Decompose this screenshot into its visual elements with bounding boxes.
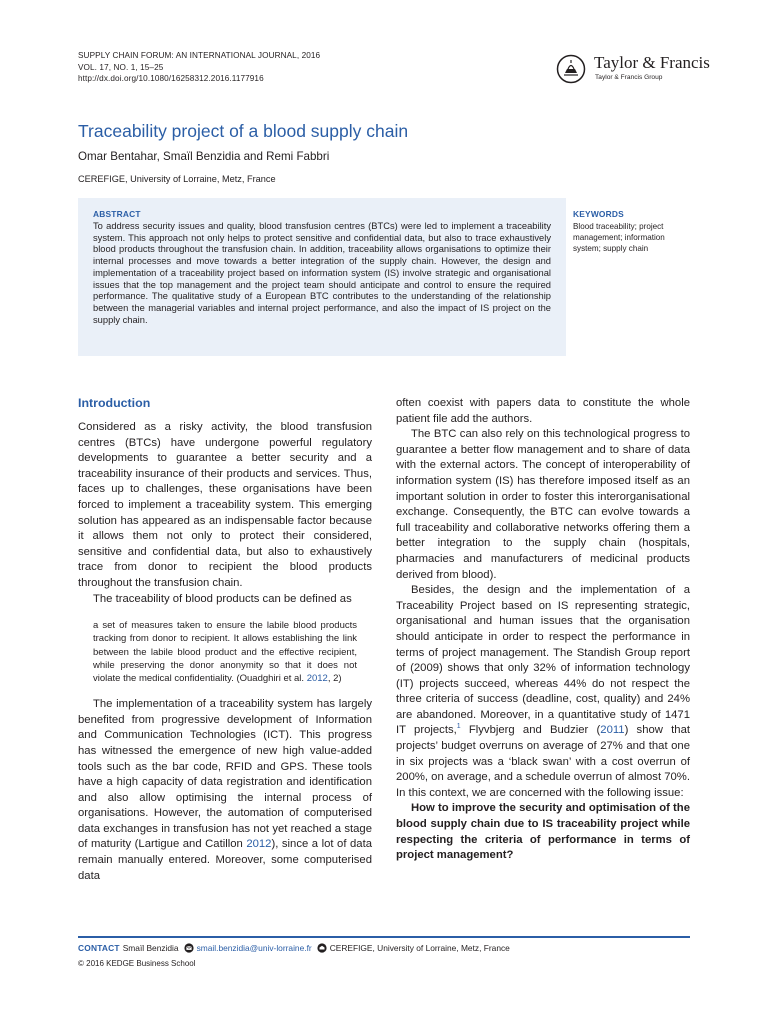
block-quote bbox=[93, 619, 357, 685]
right-paragraph-3 bbox=[396, 583, 690, 801]
copyright: © 2016 KEDGE Business School bbox=[78, 959, 196, 968]
left-paragraph-2: The traceability of blood products can be defined as bbox=[93, 592, 352, 605]
right-paragraph-3-end: ) show that projects’ budget overruns on average of 27% and that one in six projects was a ‘black swan’ with a cost overrun of 200%, on average, and a schedule overrun of almost 70%. In this context, we are concerned with the following issue: bbox=[396, 724, 690, 799]
citation-link[interactable]: 2011 bbox=[600, 724, 625, 737]
right-column bbox=[396, 396, 690, 864]
section-title: Introduction bbox=[78, 396, 151, 410]
citation-link[interactable]: 2012 bbox=[246, 838, 272, 851]
publisher-name: Taylor & Francis bbox=[594, 53, 710, 72]
abstract-heading: ABSTRACT bbox=[93, 209, 141, 219]
right-paragraph-3-text: Besides, the design and the implementation of a Traceability Project based on IS representing strategic, organisational and human issues that the organisation should anticipate in order to respect the performance in terms of project management. The Standish Group report of (2009) shows that only 32% of information technology (IT) projects succeed, whereas 44% do not respect the three criteria of success (deadline, cost, quality) and 24% are abandoned. Moreover, in a quantitative study of 1471 IT projects, bbox=[396, 584, 690, 737]
taylor-francis-logo-icon bbox=[556, 54, 586, 84]
right-paragraph-3-mid: Flyvbjerg and Budzier ( bbox=[460, 724, 601, 737]
publisher-group: Taylor & Francis Group bbox=[595, 74, 663, 81]
abstract-text: To address security issues and quality, blood transfusion centres (BTCs) were led to implement a traceability system. This approach not only helps to protect sensitive and confidential data, but also to trace exhaustively blood products throughout the transfusion chain. In addition, traceability allows organisations to optimize their internal processes and move towards a better integration of the supply chain. However, the design and implementation of a traceability project based on information system (IS) involve strategic and organisational issues that the top management and the project team should anticipate and control to ensure the required performance. The qualitative study of a European BTC contributes to the understanding of the relationship between the managerial variables and internal project performance, and also the impact of IS project on the supply chain. bbox=[93, 221, 551, 325]
article-authors: Omar Bentahar, Smaïl Benzidia and Remi Fabbri bbox=[78, 150, 330, 163]
email-icon bbox=[184, 943, 194, 953]
article-title: Traceability project of a blood supply chain bbox=[78, 121, 409, 141]
left-paragraph-3-text: The implementation of a traceability system has largely benefited from progressive development of Information and Communication Technologies (ICT). This progress has witnessed the emergence of new high value-added tools such as the bar code, RFID and GPS. These tools have a high capacity of data registration and identification and also allow optimising the internal process of organisations. However, the automation of computerised data exchanges in transfusion has not yet reached a stage of maturity (Lartigue and Catillon bbox=[78, 698, 372, 851]
journal-doi[interactable]: http://dx.doi.org/10.1080/16258312.2016.1177916 bbox=[78, 74, 264, 83]
left-column bbox=[78, 420, 372, 884]
contact-address: CEREFIGE, University of Lorraine, Metz, France bbox=[329, 943, 510, 953]
quote-text: a set of measures taken to ensure the labile blood products tracking from donor to recipient. It allows establishing the link between the labile blood product and the effective recipient, while preserving the donor anonymity so that it does not violate the medical confidentiality. (Ouadghiri et al. bbox=[93, 620, 357, 684]
left-paragraph-1: Considered as a risky activity, the blood transfusion centres (BTCs) have undergone powerful regulatory developments to guarantee a better security and a traceability insurance of their products and services. Thus, faces up to challenges, these organisations have been forced to implement a traceability system. This emerging solution has appeared as an indispensable factor because it allows them not only to protect their considered, sensitive and confidential data, but also to exhaustively trace from donor to recipient the blood products throughout the transfusion chain. bbox=[78, 421, 372, 589]
right-paragraph-2: The BTC can also rely on this technological progress to guarantee a better flow management and to share of data with the external actors. The concept of interoperability of information system (IS) has therefore imposed itself as an important solution in order to foster this interorganisational exchange. Consequently, the BTC can evolve towards a full traceability and collaborative networks offering them a better integration to the supply chain (hospitals, pharmacies and manufacturers of medicinal products derived from blood). bbox=[396, 428, 690, 581]
quote-end: , 2) bbox=[327, 672, 342, 684]
publisher-logo[interactable] bbox=[556, 52, 710, 88]
footnote-link[interactable]: 1 bbox=[456, 723, 461, 731]
keywords-text: Blood traceability; project management; information system; supply chain bbox=[573, 222, 665, 253]
contact-line bbox=[78, 943, 510, 953]
citation-link[interactable]: 2012 bbox=[306, 672, 328, 684]
journal-volume: VOL. 17, NO. 1, 15–25 bbox=[78, 62, 164, 72]
right-paragraph-1: often coexist with papers data to constitute the whole patient file add the authors. bbox=[396, 397, 690, 425]
contact-email[interactable]: smail.benzidia@univ-lorraine.fr bbox=[196, 943, 312, 953]
left-paragraph-3 bbox=[78, 697, 372, 884]
footer-divider bbox=[78, 936, 690, 938]
journal-name: SUPPLY CHAIN FORUM: AN INTERNATIONAL JOURNAL, 2016 bbox=[78, 51, 321, 60]
research-question: How to improve the security and optimisation of the blood supply chain due to IS traceability project while respecting the criteria of performance in terms of project management? bbox=[396, 802, 690, 862]
contact-name: Smaïl Benzidia bbox=[122, 943, 179, 953]
contact-label: CONTACT bbox=[78, 943, 120, 953]
journal-header bbox=[78, 50, 320, 85]
article-affiliation: CEREFIGE, University of Lorraine, Metz, France bbox=[78, 174, 276, 184]
left-paragraph-3-end: ), since a lot of data remain manually entered. Moreover, some computerised data bbox=[78, 838, 372, 882]
keywords-heading: KEYWORDS bbox=[573, 209, 624, 219]
location-icon bbox=[317, 943, 327, 953]
